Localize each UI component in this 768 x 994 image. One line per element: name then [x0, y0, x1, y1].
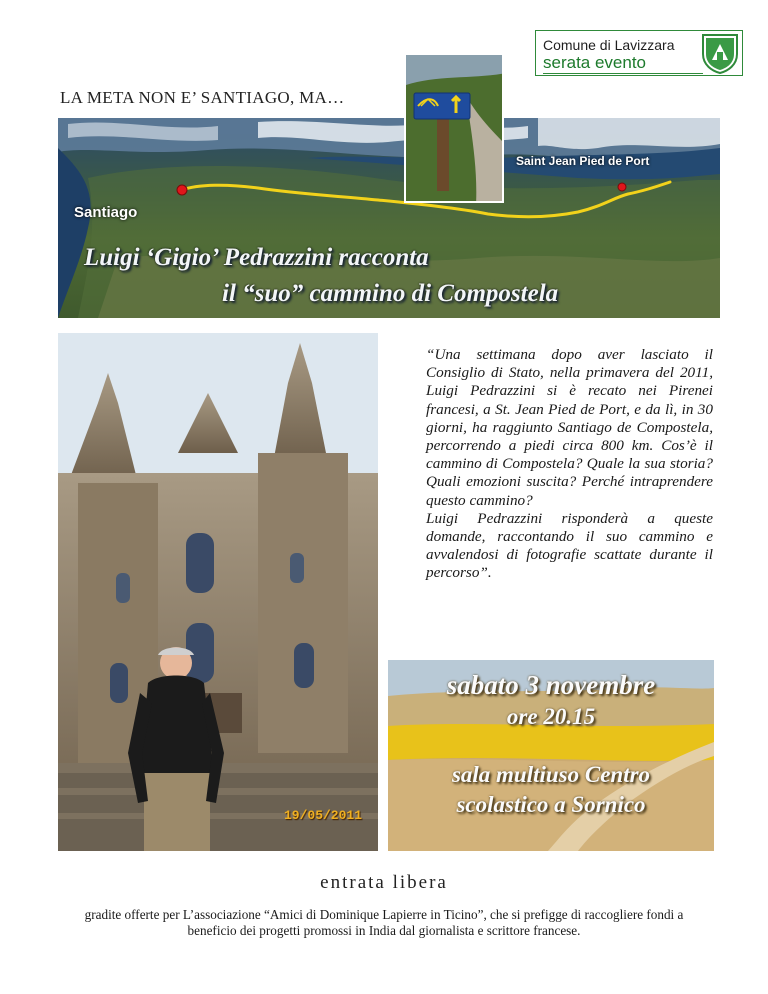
event-venue-line2: scolastico a Sornico [456, 792, 646, 817]
event-label: serata evento [543, 53, 647, 72]
coat-of-arms-icon [700, 32, 740, 75]
event-date: sabato 3 novembre [446, 670, 656, 700]
route-map-banner [58, 118, 720, 318]
event-time: ore 20.15 [506, 704, 596, 729]
cathedral-photo [58, 333, 378, 851]
banner-title-line2: il “suo” cammino di Compostela [222, 280, 559, 307]
map-label-santiago: Santiago [74, 204, 138, 221]
signpost-photo [404, 53, 504, 203]
kicker-headline: LA META NON E’ SANTIAGO, MA… [60, 88, 345, 107]
map-label-saint-jean: Saint Jean Pied de Port [516, 154, 650, 168]
cathedral-illustration [58, 333, 378, 851]
quote-paragraph-1: “Una settimana dopo aver lasciato il Consiglio di Stato, nella primavera del 2011, Luigi Pedrazzini si è recato nei Pirenei francesi, a St. Jean Pied de Port, e da lì, in 30 giorni, ha raggiunto Santiago de Compostela, percorrendo a piedi circa 800 km. Cos’è il cammino di Compostela? Quale la sua storia? Quali emozioni suscita? Perché intraprendere questo cammino? [426, 346, 713, 509]
description-quote [426, 346, 713, 583]
banner-title-line1: Luigi ‘Gigio’ Pedrazzini racconta [84, 244, 429, 271]
logo-divider [543, 73, 703, 74]
event-venue-line1: sala multiuso Centro [451, 762, 651, 787]
municipality-logo-box [535, 30, 743, 76]
start-marker [177, 185, 187, 195]
donation-note: gradite offerte per L’associazione “Amici di Dominique Lapierre in Ticino”, che si prefigge di raccogliere fondi a beneficio dei progetti promossi in India dal giornalista e scrittore francese. [84, 907, 684, 938]
photo-date-stamp: 19/05/2011 [283, 808, 362, 823]
municipality-name: Comune di Lavizzara [543, 37, 675, 53]
signpost-illustration [406, 55, 504, 203]
event-details-panel [388, 660, 714, 851]
end-marker [618, 183, 626, 191]
free-entry-notice: entrata libera [320, 872, 448, 893]
quote-paragraph-2: Luigi Pedrazzini risponderà a queste domande, raccontando il suo cammino e avvalendosi di fotografie scattate durante il percorso”. [426, 509, 713, 582]
